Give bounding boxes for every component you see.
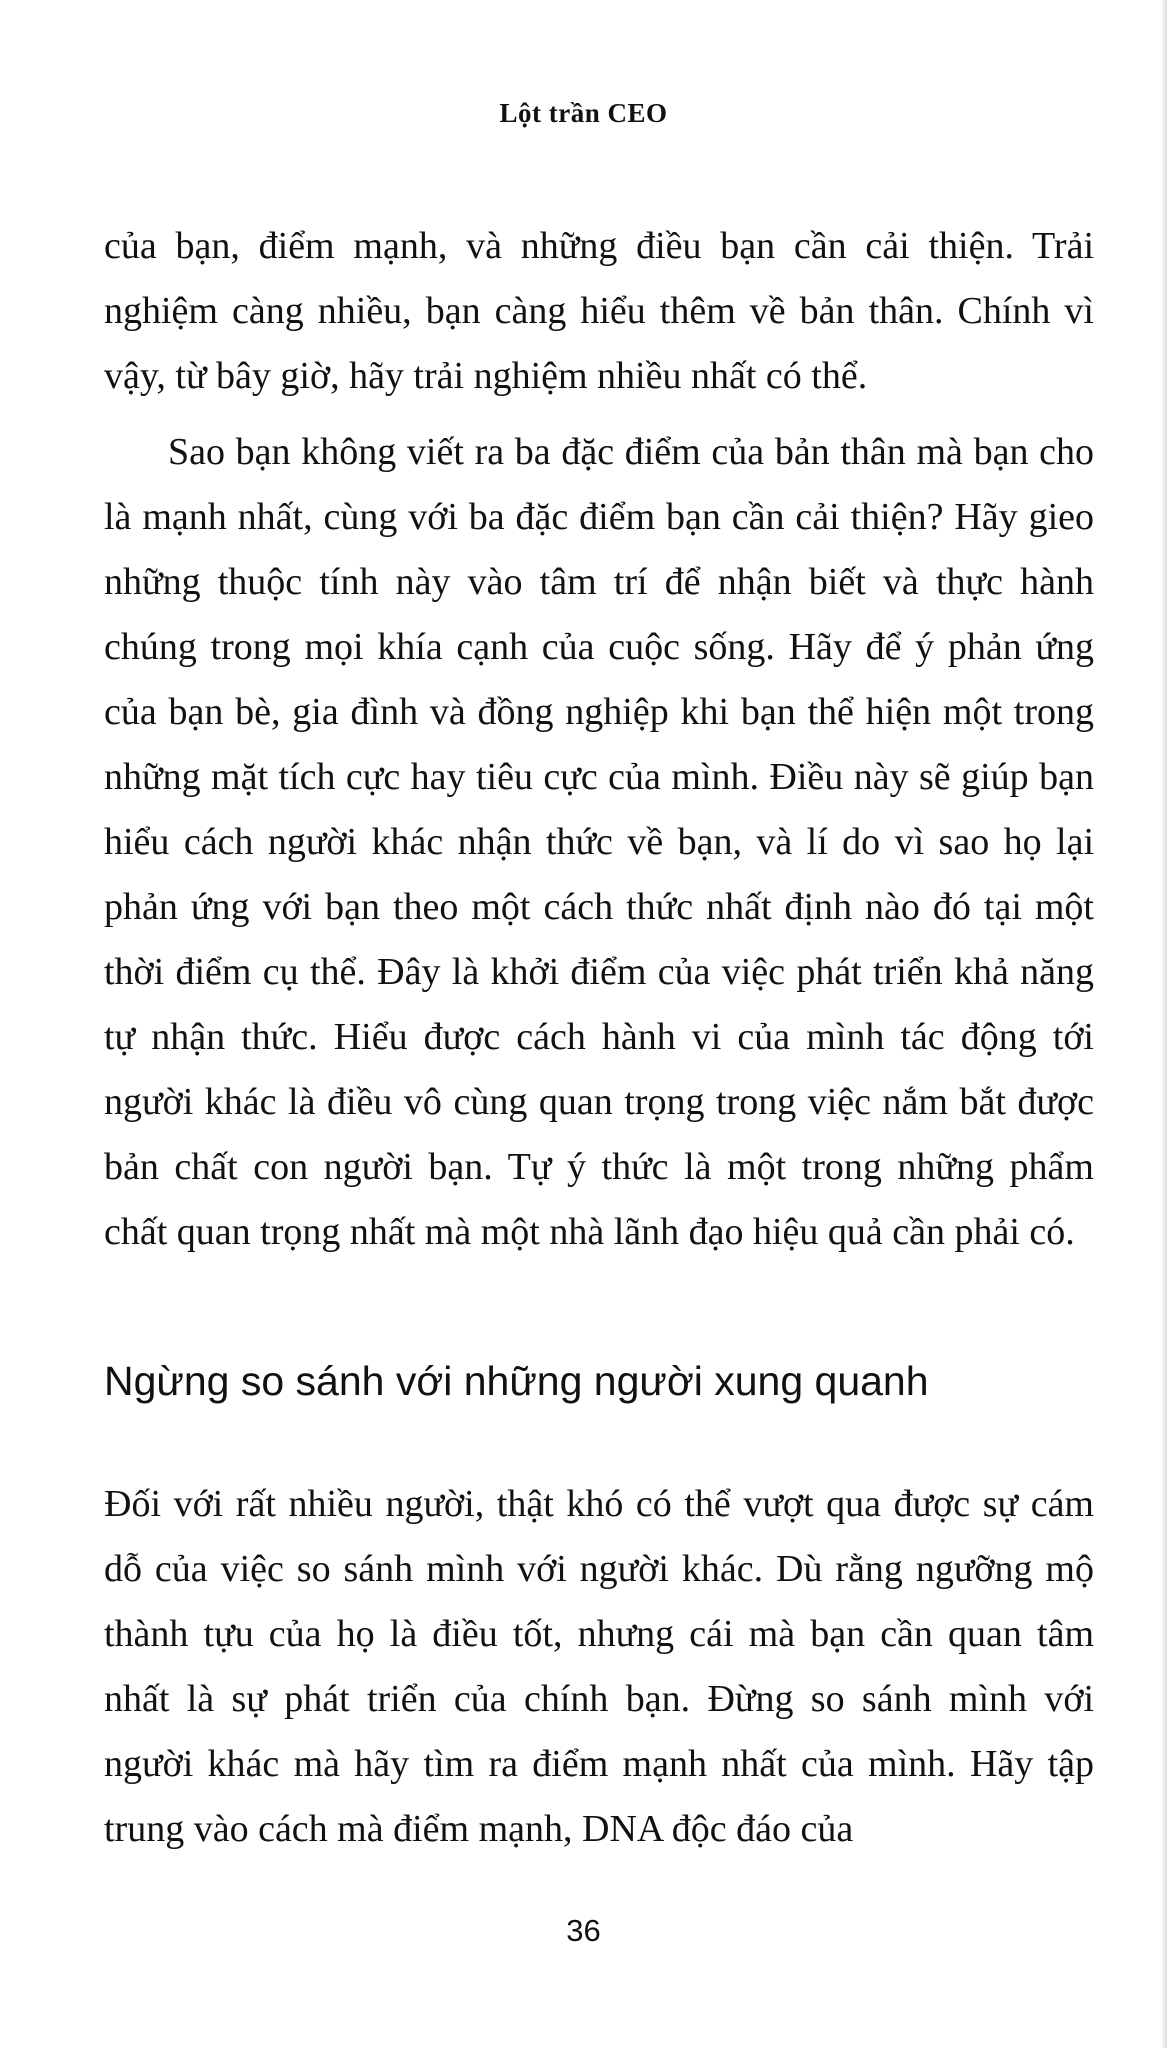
paragraph-self-awareness: Sao bạn không viết ra ba đặc điểm của bản thân mà bạn cho là mạnh nhất, cùng với ba đặc điểm bạn cần cải thiện? Hãy gieo những thuộc tính này vào tâm trí để nhận biết và thực hành chúng trong mọi khía cạnh của cuộc sống. Hãy để ý phản ứng của bạn bè, gia đình và đồng nghiệp khi bạn thể hiện một trong những mặt tích cực hay tiêu cực của mình. Điều này sẽ giúp bạn hiểu cách người khác nhận thức về bạn, và lí do vì sao họ lại phản ứng với bạn theo một cách thức nhất định nào đó tại một thời điểm cụ thể. Đây là khởi điểm của việc phát triển khả năng tự nhận thức. Hiểu được cách hành vi của mình tác động tới người khác là điều vô cùng quan trọng trong việc nắm bắt được bản chất con người bạn. Tự ý thức là một trong những phẩm chất quan trọng nhất mà một nhà lãnh đạo hiệu quả cần phải có. xyxy=(104,431,1094,1253)
section-heading: Ngừng so sánh với những người xung quanh xyxy=(104,1358,929,1404)
running-head: Lột trần CEO xyxy=(499,98,668,128)
section-paragraph: Đối với rất nhiều người, thật khó có thể vượt qua được sự cám dỗ của việc so sánh mình với người khác. Dù rằng ngưỡng mộ thành tựu của họ là điều tốt, nhưng cái mà bạn cần quan tâm nhất là sự phát triển của chính bạn. Đừng so sánh mình với người khác mà hãy tìm ra điểm mạnh nhất của mình. Hãy tập trung vào cách mà điểm mạnh, DNA độc đáo của xyxy=(104,1483,1094,1850)
paragraph-continuation: của bạn, điểm mạnh, và những điều bạn cần cải thiện. Trải nghiệm càng nhiều, bạn càng hiểu thêm về bản thân. Chính vì vậy, từ bây giờ, hãy trải nghiệm nhiều nhất có thể. xyxy=(104,225,1094,397)
page-number: 36 xyxy=(566,1913,601,1948)
page-edge-shadow xyxy=(1161,0,1167,2048)
